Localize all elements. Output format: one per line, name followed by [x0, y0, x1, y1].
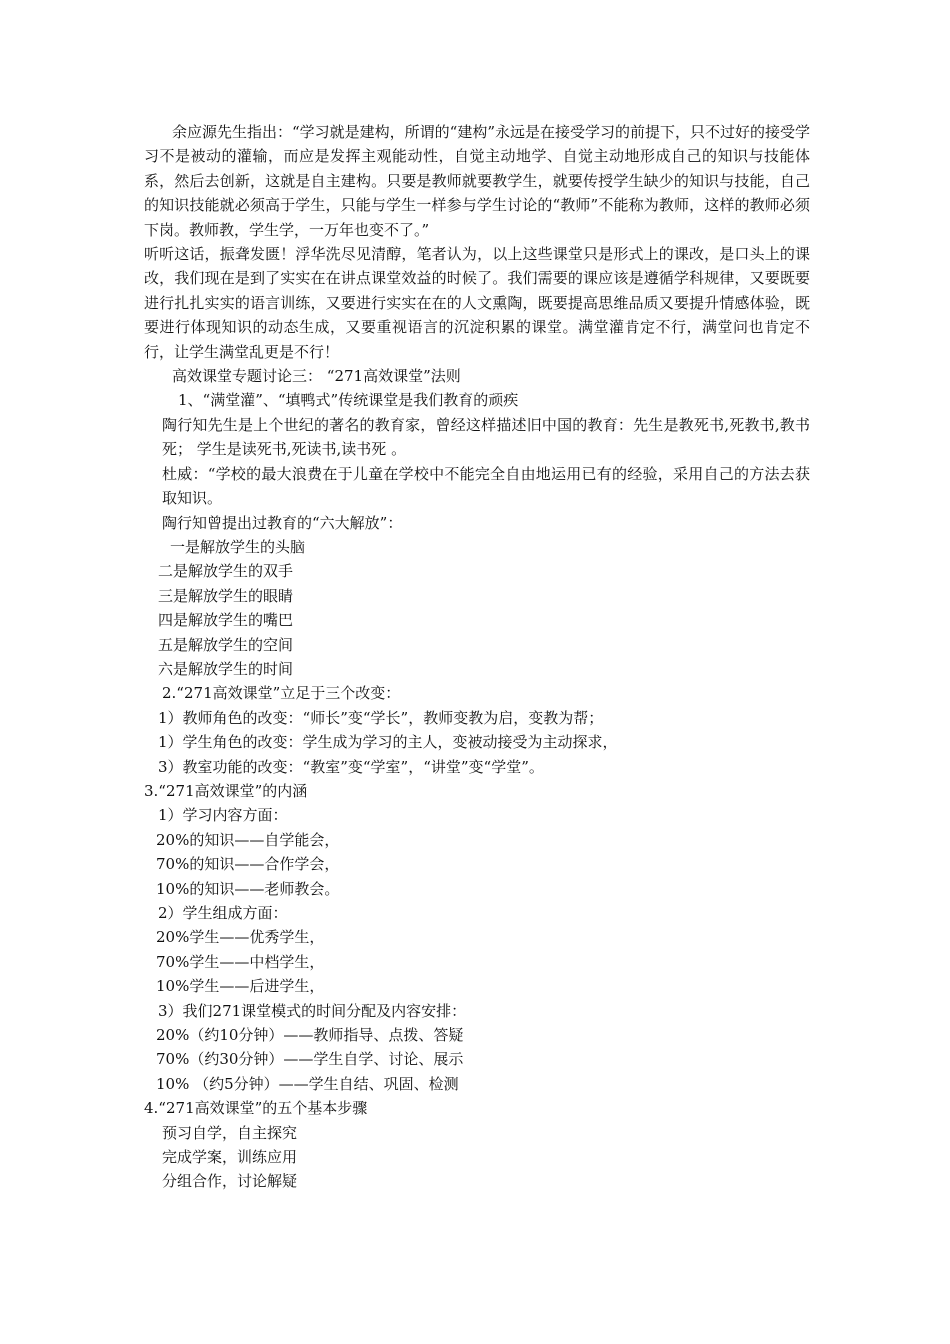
list-item: 1）学习内容方面：: [158, 806, 288, 825]
document-body: [144, 120, 810, 1194]
list-item: 10% （约5分钟）——学生自结、巩固、检测: [156, 1074, 459, 1093]
heading-connotation: 3.“271高效课堂”的内涵: [144, 781, 308, 800]
list-item: 70%（约30分钟）——学生自学、讨论、展示: [156, 1050, 464, 1069]
list-item: 20%（约10分钟）——教师指导、点拨、答疑: [156, 1026, 464, 1045]
list-item: 70%学生——中档学生，: [156, 952, 325, 971]
list-item: 3）我们271课堂模式的时间分配及内容安排：: [158, 1001, 467, 1020]
list-item: 分组合作，讨论解疑: [162, 1172, 298, 1191]
list-item: 3）教室功能的改变：“教室”变“学室”，“讲堂”变“学堂”。: [158, 757, 544, 776]
list-item: 六是解放学生的时间: [158, 659, 294, 678]
section-heading-topic-three: 高效课堂专题讨论三： “271高效课堂”法则: [172, 367, 461, 386]
paragraph-dewey: 杜威：“学校的最大浪费在于儿童在学校中不能完全自由地运用已有的经验，采用自己的方法去获取知识。: [162, 464, 810, 508]
list-item: 二是解放学生的双手: [158, 562, 294, 581]
heading-traditional-classroom: 1、“满堂灌”、“填鸭式”传统课堂是我们教育的顽疾: [178, 391, 519, 410]
heading-three-changes: 2.“271高效课堂”立足于三个改变：: [162, 684, 401, 703]
paragraph-yu-yingyuan-quote: 余应源先生指出：“学习就是建构，所谓的“建构”永远是在接受学习的前提下，只不过好的接受学习不是被动的灌输，而应是发挥主观能动性，自觉主动地学、自觉主动地形成自己的知识与技能体系，然后去创新，这就是自主建构。只要是教师就要教学生，就要传授学生缺少的知识与技能，自己的知识技能就必须高于学生，只能与学生一样参与学生讨论的“教师”不能称为教师，这样的教师必须下岗。教师教，学生学，一万年也变不了。”: [144, 123, 811, 239]
list-item: 10%的知识——老师教会。: [156, 879, 340, 898]
paragraph-tao-xingzhi: 陶行知先生是上个世纪的著名的教育家，曾经这样描述旧中国的教育：先生是教死书,死教书,教书死； 学生是读死书,死读书,读书死 。: [162, 415, 810, 459]
list-item: 20%的知识——自学能会，: [156, 830, 340, 849]
list-item: 预习自学，自主探究: [162, 1123, 298, 1142]
list-item: 五是解放学生的空间: [158, 635, 294, 654]
paragraph-author-view: 听听这话，振聋发匮！浮华洗尽见清醇，笔者认为，以上这些课堂只是形式上的课改，是口头上的课改，我们现在是到了实实在在讲点课堂效益的时候了。我们需要的课应该是遵循学科规律，又要既要进行扎扎实实的语言训练，又要进行实实在在的人文熏陶，既要提高思维品质又要提升情感体验，既要进行体现知识的动态生成，又要重视语言的沉淀积累的课堂。满堂灌肯定不行，满堂问也肯定不行，让学生满堂乱更是不行！: [144, 245, 810, 361]
list-item: 10%学生——后进学生，: [156, 977, 325, 996]
list-item: 四是解放学生的嘴巴: [158, 611, 294, 630]
list-item: 20%学生——优秀学生，: [156, 928, 325, 947]
list-item: 一是解放学生的头脑: [170, 537, 306, 556]
list-item: 三是解放学生的眼睛: [158, 586, 294, 605]
list-item: 完成学案，训练应用: [162, 1148, 298, 1167]
list-item: 2）学生组成方面：: [158, 904, 288, 922]
list-item: 1）学生角色的改变：学生成为学习的主人，变被动接受为主动探求，: [158, 733, 618, 752]
list-item: 70%的知识——合作学会，: [156, 855, 340, 874]
list-item: 1）教师角色的改变：“师长”变“学长”，教师变教为启，变教为帮；: [158, 708, 604, 727]
paragraph-six-liberations: 陶行知曾提出过教育的“六大解放”：: [162, 513, 403, 532]
heading-five-steps: 4.“271高效课堂”的五个基本步骤: [144, 1099, 368, 1118]
